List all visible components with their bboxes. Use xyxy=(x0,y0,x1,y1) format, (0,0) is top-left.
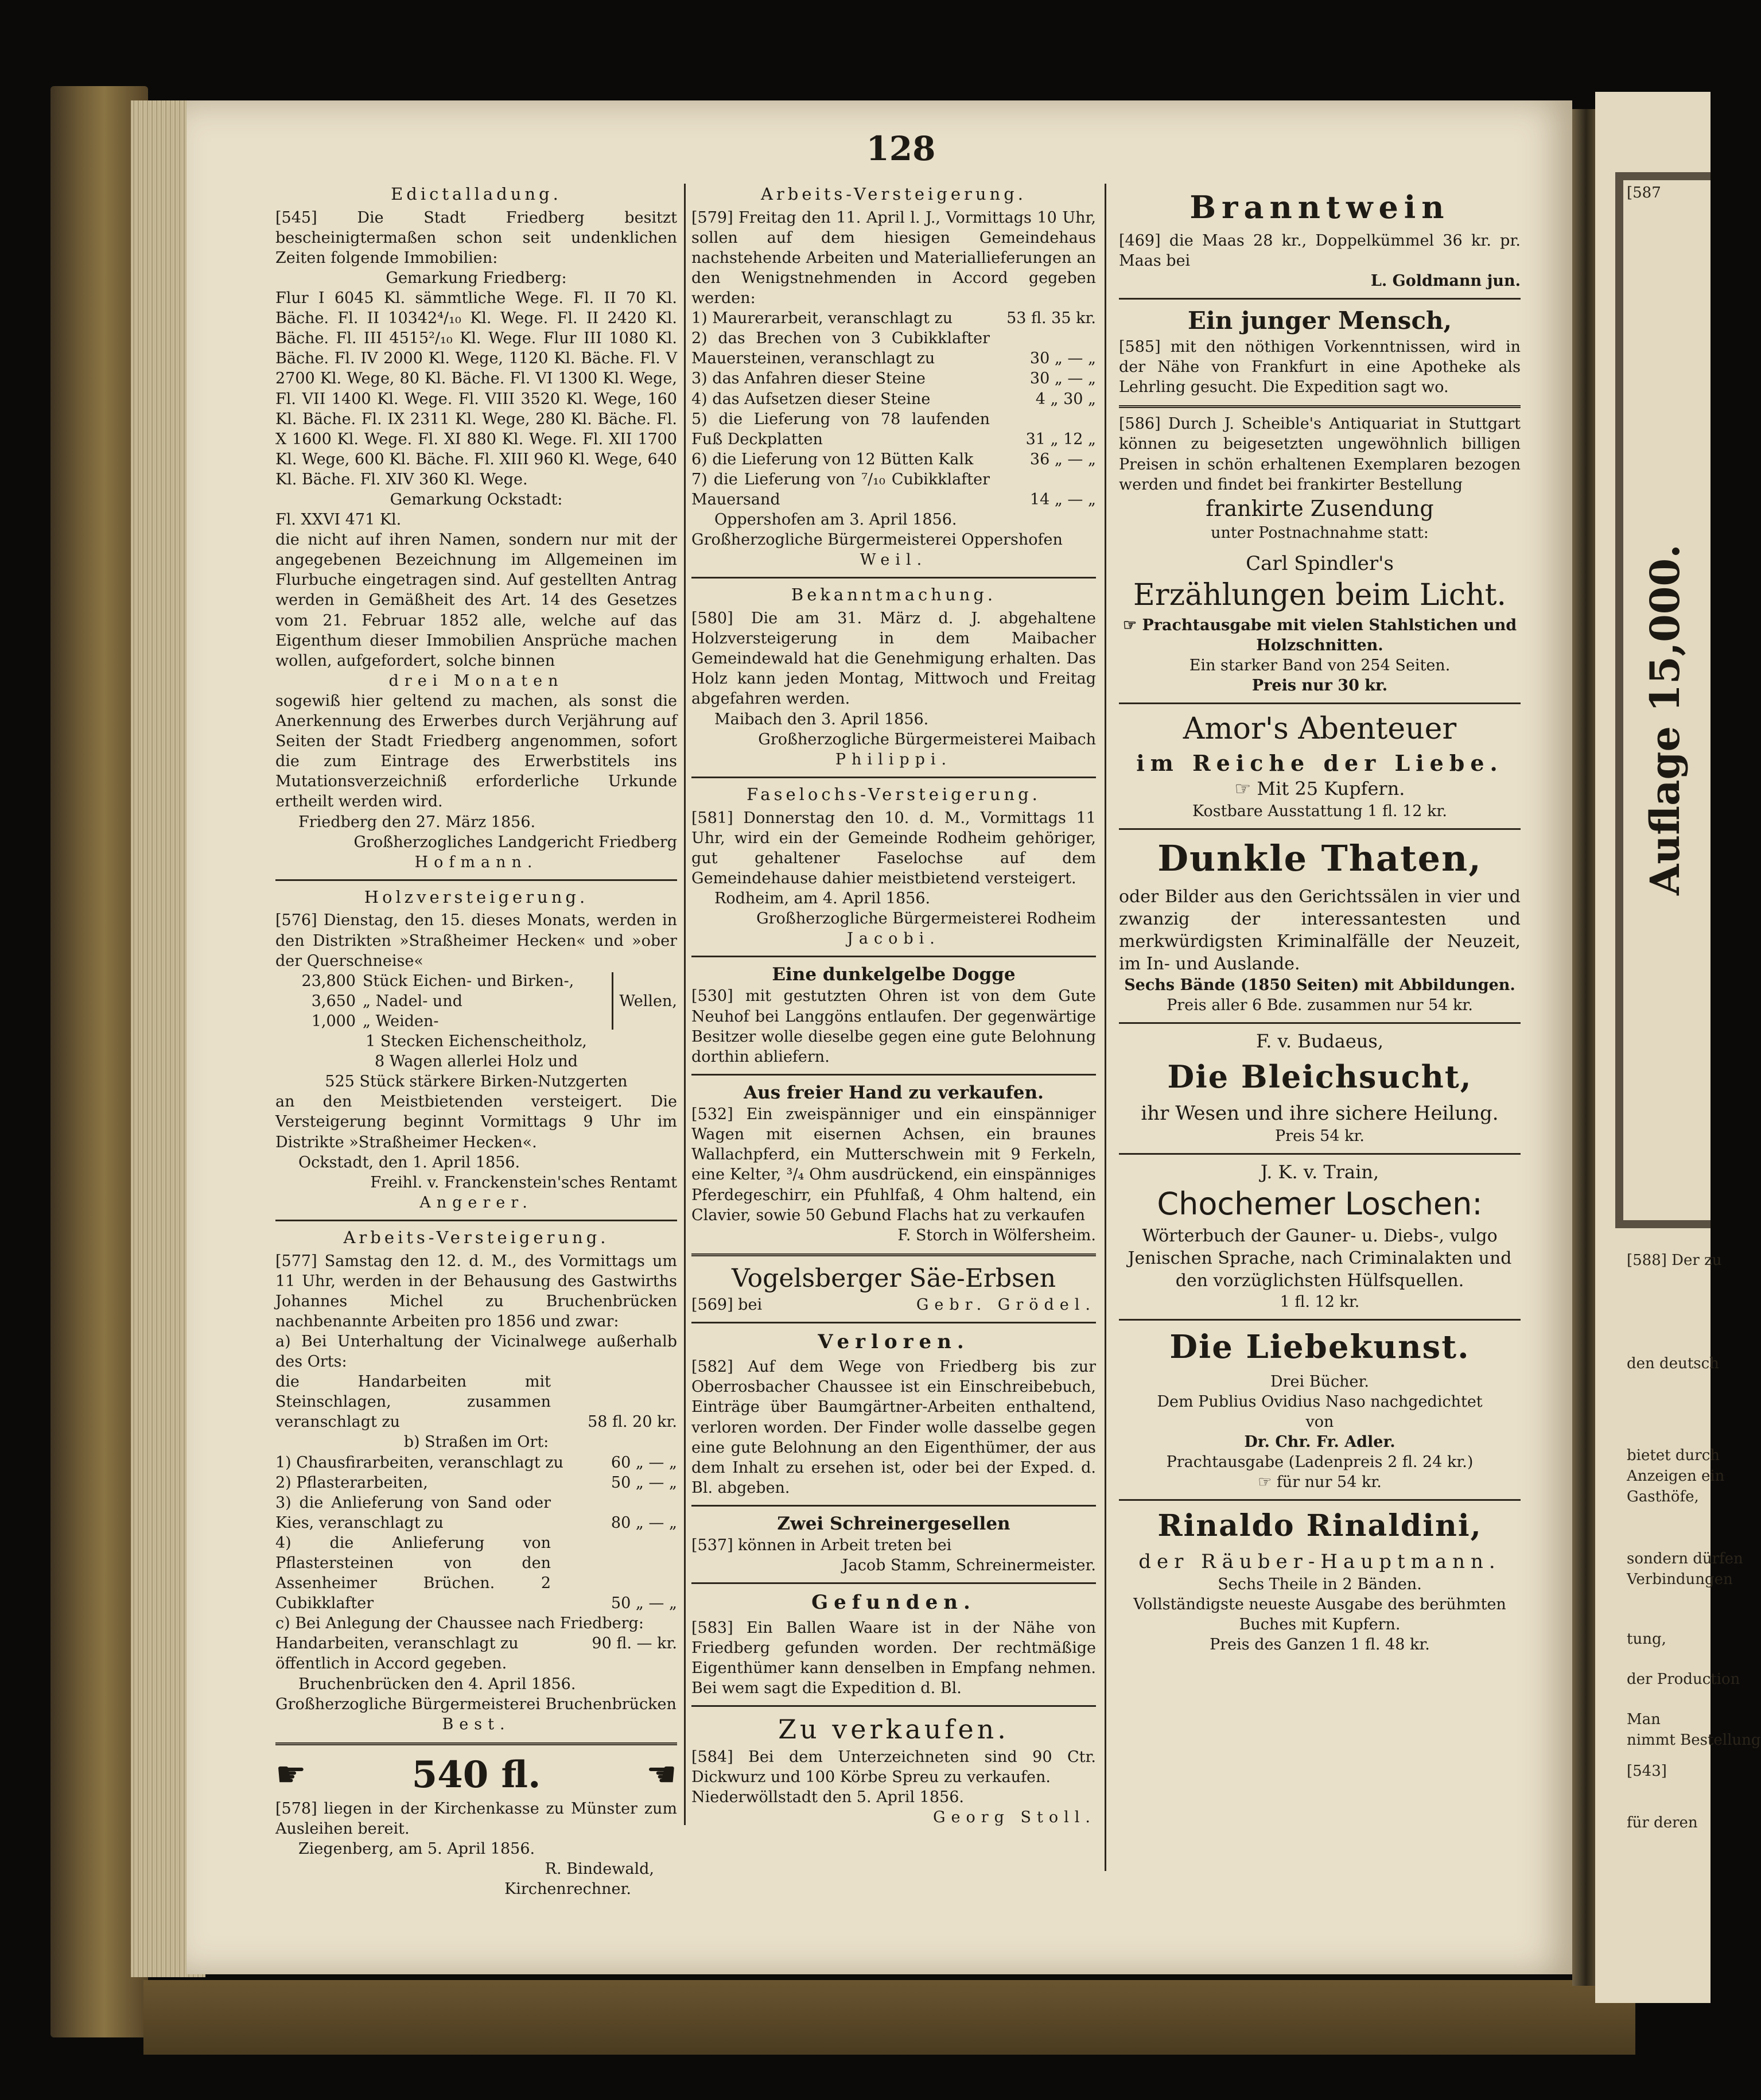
book2-title: Amor's Abenteuer xyxy=(1183,712,1457,747)
money-date: Ziegenberg, am 5. April 1856. xyxy=(298,1840,535,1858)
arbeit2-price: 31 „ 12 „ xyxy=(1025,430,1096,448)
book6-line: Drei Bücher. xyxy=(1270,1372,1369,1391)
arbeit2-price: 4 „ 30 „ xyxy=(1035,390,1096,408)
faselochs-signature: Jacobi. xyxy=(847,930,940,948)
arbeit-tail: öffentlich in Accord gegeben. xyxy=(275,1655,507,1673)
separator xyxy=(691,1705,1096,1707)
arbeit-section-c: c) Bei Anlegung der Chaussee nach Friedberg: xyxy=(275,1614,644,1633)
hand-heading: Aus freier Hand zu verkaufen. xyxy=(744,1082,1044,1103)
separator xyxy=(691,1074,1096,1076)
bekannt-signature: Philippi. xyxy=(835,750,953,768)
arbeit2-date: Oppershofen am 3. April 1856. xyxy=(714,511,957,529)
arbeit-price: 80 „ — „ xyxy=(611,1513,677,1532)
right-ad-number: [543] xyxy=(1627,1763,1667,1780)
book1-line: ☞ Prachtausgabe mit vielen Stahlstichen und Holzschnitten. xyxy=(1122,616,1517,655)
gefunden-heading: Gefunden. xyxy=(811,1591,976,1614)
edict-body: Fl. XXVI 471 Kl. xyxy=(275,511,402,529)
arbeit2-item: 2) das Brechen von 3 Cubikklafter Mauersteinen, veranschlagt zu xyxy=(691,329,990,368)
arbeit-price: 50 „ — „ xyxy=(611,1594,677,1613)
edict-subheading: Gemarkung Friedberg: xyxy=(386,269,567,287)
arbeit2-office: Großherzogliche Bürgermeisterei Oppershofen xyxy=(691,531,1063,549)
money-signature: R. Bindewald, xyxy=(545,1860,654,1878)
arbeit-item: die Handarbeiten mit Steinschlagen, zusammen veranschlagt zu xyxy=(275,1373,551,1431)
arbeit-row xyxy=(275,1633,677,1653)
book7-title: Rinaldo Rinaldini, xyxy=(1157,1508,1482,1544)
schreiner-text: [537] können in Arbeit treten bei xyxy=(691,1536,952,1555)
scheible-nach: unter Postnachnahme statt: xyxy=(1211,524,1429,542)
money-role: Kirchenrechner. xyxy=(504,1880,631,1899)
holz-heading: Holzversteigerung. xyxy=(364,887,589,907)
bekannt-office: Großherzogliche Bürgermeisterei Maibach xyxy=(758,730,1096,748)
right-text-line: bietet durch xyxy=(1627,1447,1720,1464)
arbeit-price: 90 fl. — kr. xyxy=(592,1635,677,1653)
verkaufen-signature: Georg Stoll. xyxy=(932,1808,1096,1827)
separator xyxy=(1119,1499,1521,1501)
arbeit2-row xyxy=(691,409,1096,449)
holz-item: Stück Eichen- und Birken-, xyxy=(363,972,574,990)
arbeit-row xyxy=(275,1493,677,1533)
faselochs-heading: Faselochs-Versteigerung. xyxy=(747,784,1041,804)
erbsen-row xyxy=(691,1295,1096,1315)
right-ad-number: [588] Der zu xyxy=(1627,1252,1722,1269)
arbeit2-heading: Arbeits-Versteigerung. xyxy=(760,184,1027,204)
erbsen-heading: Vogelsberger Säe-Erbsen xyxy=(731,1263,1056,1293)
right-text-line: für deren xyxy=(1627,1814,1698,1831)
right-text-line: Man xyxy=(1627,1711,1661,1728)
separator xyxy=(1119,702,1521,704)
book1-title: Erzählungen beim Licht. xyxy=(1133,578,1507,613)
holz-qty: 1,000 xyxy=(311,1012,356,1030)
separator xyxy=(691,1582,1096,1584)
arbeit-intro: [577] Samstag den 12. d. M., des Vormittags um 11 Uhr, werden in der Behausung des Gastwirths Johannes Michel zu Bruchenbrücken nachbenannte Arbeiten pro 1856 und zwar: xyxy=(275,1252,677,1330)
right-text-line: der Production xyxy=(1627,1671,1740,1688)
column-1 xyxy=(275,184,677,1899)
column-rule xyxy=(1105,184,1106,1871)
book6-author: Dr. Chr. Fr. Adler. xyxy=(1244,1433,1395,1451)
book7-line: Vollständigste neueste Ausgabe des berühmten Buches mit Kupfern. xyxy=(1133,1595,1506,1634)
edict-office: Großherzogliches Landgericht Friedberg xyxy=(353,833,677,851)
arbeit-price: 50 „ — „ xyxy=(611,1473,677,1492)
arbeit2-price: 30 „ — „ xyxy=(1029,350,1096,368)
right-text-line: Anzeigen ein xyxy=(1627,1468,1725,1485)
brannt-heading: Branntwein xyxy=(1189,189,1450,226)
holz-qty: 3,650 xyxy=(311,992,356,1010)
dogge-heading: Eine dunkelgelbe Dogge xyxy=(772,964,1016,985)
verloren-text: [582] Auf dem Wege von Friedberg bis zur Oberrosbacher Chaussee ist ein Einschreibebuch, Einträge über Baumgärtner-Arbeiten enthaltend, verloren worden. Der Finder wolle dasselbe gegen eine gute Belohnung an den Eigenthümer, der aus dem Inhalt zu ersehen ist, oder bei der Exped. d. Bl. abgeben. xyxy=(691,1358,1096,1497)
hand-text: [532] Ein zweispänniger und ein einspänniger Wagen mit eisernen Achsen, ein braunes Wallachpferd, ein Mutterschwein mit 9 Ferkeln, eine Kelter, ³/₄ Ohm ausdrückend, ein einspänniges Pferdegeschirr, ein Pfuhlfaß, 4 Ohm haltend, ein Clavier, sowie 50 Gebund Flachs hat zu verkaufen xyxy=(691,1105,1096,1224)
book7-subtitle: der Räuber-Hauptmann. xyxy=(1138,1550,1501,1573)
right-text-line: tung, xyxy=(1627,1631,1666,1648)
separator xyxy=(275,1742,677,1745)
separator xyxy=(691,777,1096,778)
book2-line: ☞ Mit 25 Kupfern. xyxy=(1234,778,1405,800)
edict-date: Friedberg den 27. März 1856. xyxy=(298,813,536,831)
erbsen-number: [569] bei xyxy=(691,1295,763,1314)
faselochs-text: [581] Donnerstag den 10. d. M., Vormittags 11 Uhr, wird ein der Gemeinde Rodheim gehöriger, gut gehaltener Faselochse auf dem Gemeindehause dahier meistbietend versteigert. xyxy=(691,809,1096,887)
book-gutter xyxy=(1572,109,1595,1986)
book5-title: Chochemer Loschen: xyxy=(1157,1186,1483,1222)
arbeit-signature: Best. xyxy=(442,1715,511,1733)
verkaufen-heading: Zu verkaufen. xyxy=(778,1713,1009,1745)
money-text: [578] liegen in der Kirchenkasse zu Münster zum Ausleihen bereit. xyxy=(275,1800,677,1838)
separator xyxy=(1119,1153,1521,1155)
arbeit2-item: 7) die Lieferung von ⁷/₁₀ Cubikklafter Mauersand xyxy=(691,470,990,508)
holz-intro: [576] Dienstag, den 15. dieses Monats, werden in den Distrikten »Straßheimer Hecken« und »ober der Querschneise« xyxy=(275,911,677,970)
book3-text: oder Bilder aus den Gerichtssälen in vier und zwanzig der interessantesten und merkwürdigsten Kriminalfälle der Neuzeit, im In- und Auslande. xyxy=(1119,886,1521,974)
separator xyxy=(691,1322,1096,1323)
edict-body: die nicht auf ihren Namen, sondern nur mit der angegebenen Bezeichnung im Allgemeinen im Flurbuche eingetragen sind. Auf gestellten Antrag werden in Gemäßheit des Art. 14 des Gesetzes vom 21. Februar 1852 alle, welche auf das Eigenthum dieser Immobilien Ansprüche machen wollen, aufgefordert, solche binnen xyxy=(275,531,677,670)
arbeit2-intro: [579] Freitag den 11. April l. J., Vormittags 10 Uhr, sollen auf dem hiesigen Gemeindehaus nachstehende Arbeiten und Materiallieferungen an den Wenigstnehmenden in Accord gegeben werden: xyxy=(691,208,1096,308)
book2-line: Kostbare Ausstattung 1 fl. 12 kr. xyxy=(1192,802,1447,820)
book3-title: Dunkle Thaten, xyxy=(1157,837,1482,880)
pointing-hand-icon: ☛ xyxy=(275,1754,306,1795)
gefunden-text: [583] Ein Ballen Waare ist in der Nähe von Friedberg gefunden worden. Der rechtmäßige Eigenthümer kann denselben in Empfang nehmen. Bei wem sagt die Expedition d. Bl. xyxy=(691,1618,1096,1697)
arbeit-price: 58 fl. 20 kr. xyxy=(588,1413,677,1431)
edict-subheading: Gemarkung Ockstadt: xyxy=(390,491,563,508)
edict-body: sogewiß hier geltend zu machen, als sonst die Anerkennung des Erwerbes durch Verjährung auf Seiten der Stadt Friedberg angenommen, sofort die zum Eintrage des Erwerbstitels ins Mutationsverzeichniß erforderliche Urkunde ertheilt werden wird. xyxy=(275,692,677,811)
arbeit-heading: Arbeits-Versteigerung. xyxy=(343,1227,609,1247)
separator xyxy=(691,1505,1096,1507)
brannt-signature: L. Goldmann jun. xyxy=(1370,272,1521,290)
book4-author: F. v. Budaeus, xyxy=(1255,1030,1383,1052)
holz-signature: Angerer. xyxy=(419,1193,533,1212)
edict-intro: [545] Die Stadt Friedberg besitzt bescheinigtermaßen schon seit undenklichen Zeiten folgende Immobilien: xyxy=(275,208,677,267)
faselochs-date: Rodheim, am 4. April 1856. xyxy=(714,889,931,907)
holz-bracket-label: Wellen, xyxy=(619,992,677,1010)
arbeit2-item: 4) das Aufsetzen dieser Steine xyxy=(691,390,931,408)
column-2 xyxy=(691,184,1096,1827)
edict-signature: Hofmann. xyxy=(414,853,538,871)
separator xyxy=(691,956,1096,957)
mensch-text: [585] mit den nöthigen Vorkenntnissen, wird in der Nähe von Frankfurt in eine Apotheke als Lehrling gesucht. Die Expedition sagt wo. xyxy=(1119,338,1521,397)
book2-subtitle: im Reiche der Liebe. xyxy=(1136,750,1503,776)
arbeit2-price: 53 fl. 35 kr. xyxy=(1006,309,1096,328)
separator xyxy=(1119,1319,1521,1321)
column-rule xyxy=(684,184,686,1825)
scheible-franco: frankirte Zusendung xyxy=(1206,495,1434,521)
arbeit2-item: 1) Maurerarbeit, veranschlagt zu xyxy=(691,309,953,328)
book6-price: ☞ für nur 54 kr. xyxy=(1258,1473,1382,1492)
right-text-line: den deutsch xyxy=(1627,1355,1719,1372)
holz-date: Ockstadt, den 1. April 1856. xyxy=(298,1153,520,1171)
holz-item: „ Nadel- und xyxy=(363,992,462,1010)
arbeit-item: 4) die Anlieferung von Pflastersteinen von den Assenheimer Brüchen. 2 Cubikklafter xyxy=(275,1534,551,1613)
holz-bracket-list xyxy=(275,971,677,1031)
separator xyxy=(1119,298,1521,300)
arbeit-section-a: a) Bei Unterhaltung der Vicinalwege außerhalb des Orts: xyxy=(275,1332,677,1371)
arbeit-item: 1) Chausfirarbeiten, veranschlagt zu xyxy=(275,1453,563,1472)
erbsen-name: Gebr. Grödel. xyxy=(916,1295,1096,1314)
arbeit-date: Bruchenbrücken den 4. April 1856. xyxy=(298,1675,576,1693)
scheible-text: [586] Durch J. Scheible's Antiquariat in Stuttgart können zu beigesetzten ungewöhnlich billigen Preisen in schön erhaltenen Exemplaren bezogen werden und findet bei frankirter Bestellung xyxy=(1119,415,1521,494)
arbeit-item: 3) die Anlieferung von Sand oder Kies, veranschlagt zu xyxy=(275,1493,551,1532)
book6-title: Die Liebekunst. xyxy=(1169,1327,1470,1366)
mensch-heading: Ein junger Mensch, xyxy=(1187,306,1452,335)
separator xyxy=(1119,828,1521,830)
money-amount: 540 fl. xyxy=(411,1753,541,1796)
arbeit-row xyxy=(275,1453,677,1473)
verkaufen-date: Niederwöllstadt den 5. April 1856. xyxy=(691,1788,964,1806)
book1-line: Ein starker Band von 254 Seiten. xyxy=(1189,657,1451,675)
separator xyxy=(1119,405,1521,408)
arbeit2-row xyxy=(691,368,1096,389)
book5-text: Wörterbuch der Gauner- u. Diebs-, vulgo Jenischen Sprache, nach Criminalakten und den vorzüglichsten Hülfsquellen. xyxy=(1128,1225,1512,1291)
schreiner-heading: Zwei Schreinergesellen xyxy=(777,1513,1010,1534)
book7-price: Preis des Ganzen 1 fl. 48 kr. xyxy=(1210,1636,1430,1654)
book1-author: Carl Spindler's xyxy=(1246,552,1394,576)
arbeit2-row xyxy=(691,389,1096,409)
right-ad-headline: Auflage 15,000. xyxy=(1641,544,1689,895)
holz-item: „ Weiden- xyxy=(363,1012,439,1030)
book6-line: Dem Publius Ovidius Naso nachgedichtet xyxy=(1157,1392,1483,1411)
arbeit-row xyxy=(275,1533,677,1613)
book3-price: Preis aller 6 Bde. zusammen nur 54 kr. xyxy=(1167,996,1473,1014)
arbeit2-price: 30 „ — „ xyxy=(1029,370,1096,388)
arbeit-item: 2) Pflasterarbeiten, xyxy=(275,1473,428,1492)
book6-line: Prachtausgabe (Ladenpreis 2 fl. 24 kr.) xyxy=(1166,1453,1474,1471)
arbeit2-item: 5) die Lieferung von 78 laufenden Fuß Deckplatten xyxy=(691,410,990,448)
holz-line: 8 Wagen allerlei Holz und xyxy=(375,1053,578,1071)
separator xyxy=(1119,1022,1521,1024)
brannt-text: [469] die Maas 28 kr., Doppelkümmel 36 kr. pr. Maas bei xyxy=(1119,232,1521,270)
arbeit2-row xyxy=(691,449,1096,469)
book6-line: von xyxy=(1305,1412,1334,1431)
separator xyxy=(275,1220,677,1221)
schreiner-signature: Jacob Stamm, Schreinermeister. xyxy=(842,1556,1096,1575)
separator xyxy=(275,879,677,881)
verkaufen-text: [584] Bei dem Unterzeichneten sind 90 Ctr. Dickwurz und 100 Körbe Spreu zu verkaufen. xyxy=(691,1748,1096,1786)
book4-price: Preis 54 kr. xyxy=(1275,1127,1365,1145)
holz-office: Freihl. v. Franckenstein'sches Rentamt xyxy=(370,1173,677,1191)
arbeit-row xyxy=(275,1372,677,1432)
arbeit2-item: 6) die Lieferung von 12 Bütten Kalk xyxy=(691,450,974,468)
right-text-line: sondern dürfen xyxy=(1627,1550,1743,1567)
arbeit-price: 60 „ — „ xyxy=(611,1453,677,1472)
edict-heading: Edictalladung. xyxy=(391,184,562,204)
right-ad-number: [587 xyxy=(1627,184,1661,201)
holz-line: 1 Stecken Eichenscheitholz, xyxy=(366,1032,587,1051)
arbeit-row xyxy=(275,1473,677,1493)
arbeit-office: Großherzogliche Bürgermeisterei Bruchenbrücken xyxy=(275,1695,677,1713)
book4-subtitle: ihr Wesen und ihre sichere Heilung. xyxy=(1141,1101,1499,1125)
bekannt-text: [580] Die am 31. März d. J. abgehaltene Holzversteigerung in dem Maibacher Gemeindewald hat die Genehmigung erhalten. Das Holz kann jeden Montag, Mittwoch und Freitag abgefahren werden. xyxy=(691,610,1096,708)
book-cover-bottom xyxy=(143,1980,1635,2055)
verloren-heading: Verloren. xyxy=(818,1330,970,1354)
edict-body: Flur I 6045 Kl. sämmtliche Wege. Fl. II 70 Kl. Bäche. Fl. II 10342⁴/₁₀ Kl. Wege. Fl. II 2420 Kl. Bäche. Fl. III 4515²/₁₀ Kl. Wege. Flur III 1080 Kl. Bäche. Fl. IV 2000 Kl. Wege, 1120 Kl. Bäche. Fl. V 2700 Kl. Wege, 80 Kl. Bäche. Fl. VI 1300 Kl. Wege, Fl. VII 1400 Kl. Wege. Fl. VIII 3520 Kl. Wege, 160 Kl. Bäche. Fl. IX 2311 Kl. Wege, 280 Kl. Bäche. Fl. X 1600 Kl. Wege. Fl. XI 880 Kl. Wege. Fl. XII 1700 Kl. Wege, 600 Kl. Bäche. Fl. XIII 960 Kl. Wege, 640 Kl. Bäche. Fl. XIV 360 Kl. Wege. xyxy=(275,289,677,488)
book3-line: Sechs Bände (1850 Seiten) mit Abbildungen. xyxy=(1124,976,1515,994)
book1-price: Preis nur 30 kr. xyxy=(1251,677,1388,695)
arbeit2-signature: Weil. xyxy=(860,551,928,569)
faselochs-office: Großherzogliche Bürgermeisterei Rodheim xyxy=(756,909,1096,927)
edict-deadline: drei Monaten xyxy=(388,671,564,690)
brace xyxy=(612,972,613,1030)
book5-author: J. K. v. Train, xyxy=(1260,1160,1379,1183)
book7-line: Sechs Theile in 2 Bänden. xyxy=(1218,1575,1422,1593)
arbeit-section-b: b) Straßen im Ort: xyxy=(403,1433,549,1451)
right-text-line: nimmt Bestellung xyxy=(1627,1732,1761,1749)
arbeit2-row xyxy=(691,308,1096,328)
separator xyxy=(691,577,1096,579)
arbeit2-price: 14 „ — „ xyxy=(1029,491,1096,508)
book5-price: 1 fl. 12 kr. xyxy=(1280,1292,1360,1311)
book4-title: Die Bleichsucht, xyxy=(1167,1058,1472,1096)
money-banner xyxy=(275,1751,677,1799)
holz-qty: 23,800 xyxy=(301,972,356,990)
separator xyxy=(691,1253,1096,1256)
right-text-line: Gasthöfe, xyxy=(1627,1488,1699,1505)
bekannt-heading: Bekanntmachung. xyxy=(791,585,997,605)
arbeit2-row xyxy=(691,469,1096,510)
dogge-text: [530] mit gestutzten Ohren ist von dem Gute Neuhof bei Langgöns entlaufen. Der gegenwärtige Besitzer wolle dieselbe gegen eine gute Belohnung dorthin abliefern. xyxy=(691,987,1096,1066)
arbeit2-price: 36 „ — „ xyxy=(1029,450,1096,468)
arbeit2-item: 3) das Anfahren dieser Steine xyxy=(691,370,926,388)
bekannt-date: Maibach den 3. April 1856. xyxy=(714,710,929,728)
arbeit2-row xyxy=(691,328,1096,368)
page-number: 128 xyxy=(866,129,936,168)
arbeit-item: Handarbeiten, veranschlagt zu xyxy=(275,1635,519,1653)
column-3 xyxy=(1119,184,1521,1655)
right-text-line: Verbindungen xyxy=(1627,1571,1733,1588)
hand-signature: F. Storch in Wölfersheim. xyxy=(897,1226,1096,1244)
holz-body: an den Meistbietenden versteigert. Die Versteigerung beginnt Vormittags 9 Uhr im Distrikte »Straßheimer Hecken«. xyxy=(275,1093,677,1151)
holz-line: 525 Stück stärkere Birken-Nutzgerten xyxy=(325,1073,628,1091)
pointing-hand-icon: ☛ xyxy=(646,1754,677,1795)
